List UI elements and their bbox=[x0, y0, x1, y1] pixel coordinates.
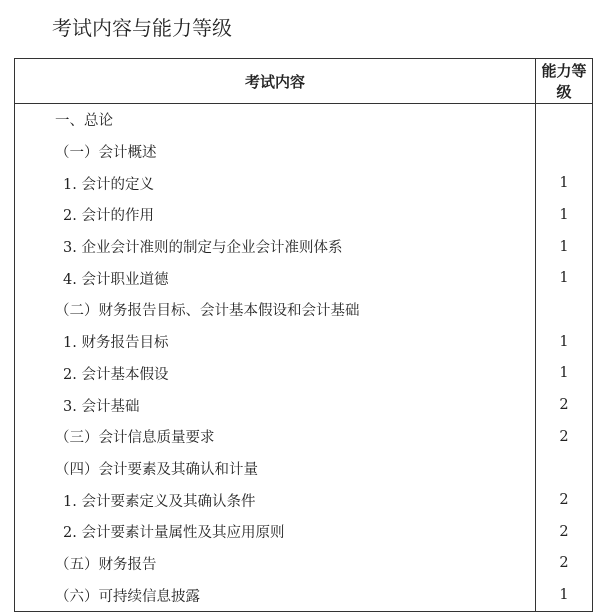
row-level: 1 bbox=[559, 238, 569, 255]
row-content: 4. 会计职业道德 bbox=[15, 262, 536, 294]
row-content: 3. 企业会计准则的制定与企业会计准则体系 bbox=[15, 231, 536, 263]
page-title: 考试内容与能力等级 bbox=[52, 16, 232, 40]
row-content: 3. 会计基础 bbox=[15, 389, 536, 421]
row-level: 2 bbox=[559, 492, 569, 509]
row-content: （二）财务报告目标、会计基本假设和会计基础 bbox=[15, 294, 536, 326]
row-content: （四）会计要素及其确认和计量 bbox=[15, 453, 536, 485]
table-row bbox=[15, 579, 593, 611]
row-content: 2. 会计基本假设 bbox=[15, 358, 536, 390]
table-row bbox=[15, 104, 593, 136]
row-content: 2. 会计的作用 bbox=[15, 199, 536, 231]
table-row bbox=[15, 453, 593, 485]
table-row bbox=[15, 294, 593, 326]
header-exam-content: 考试内容 bbox=[15, 59, 536, 104]
row-level: 2 bbox=[559, 555, 569, 572]
row-level: 1 bbox=[559, 333, 569, 350]
row-content: 1. 会计的定义 bbox=[15, 167, 536, 199]
row-level bbox=[536, 136, 593, 168]
table-row bbox=[15, 231, 593, 263]
row-content: 一、总论 bbox=[15, 104, 536, 136]
row-level: 2 bbox=[559, 428, 569, 445]
row-content: （三）会计信息质量要求 bbox=[15, 421, 536, 453]
exam-content-table bbox=[14, 58, 593, 612]
row-level: 1 bbox=[559, 270, 569, 287]
row-content: （五）财务报告 bbox=[15, 548, 536, 580]
row-content: （一）会计概述 bbox=[15, 136, 536, 168]
row-content: （六）可持续信息披露 bbox=[15, 579, 536, 611]
table-row bbox=[15, 516, 593, 548]
row-content: 2. 会计要素计量属性及其应用原则 bbox=[15, 516, 536, 548]
table-row bbox=[15, 389, 593, 421]
table-row bbox=[15, 358, 593, 390]
table-header-row bbox=[15, 59, 593, 104]
row-level: 2 bbox=[559, 397, 569, 414]
header-ability-level: 能力等级 bbox=[536, 59, 593, 104]
table-row bbox=[15, 421, 593, 453]
table-row bbox=[15, 262, 593, 294]
table-row bbox=[15, 136, 593, 168]
row-level: 2 bbox=[559, 523, 569, 540]
row-level: 1 bbox=[559, 365, 569, 382]
table-row bbox=[15, 326, 593, 358]
row-content: 1. 会计要素定义及其确认条件 bbox=[15, 484, 536, 516]
row-level: 1 bbox=[559, 587, 569, 604]
row-level bbox=[536, 294, 593, 326]
row-level: 1 bbox=[559, 206, 569, 223]
table-row bbox=[15, 167, 593, 199]
row-level: 1 bbox=[559, 175, 569, 192]
row-content: 1. 财务报告目标 bbox=[15, 326, 536, 358]
table-row bbox=[15, 199, 593, 231]
table-row bbox=[15, 548, 593, 580]
table-row bbox=[15, 484, 593, 516]
row-level bbox=[536, 104, 593, 136]
row-level bbox=[536, 453, 593, 485]
